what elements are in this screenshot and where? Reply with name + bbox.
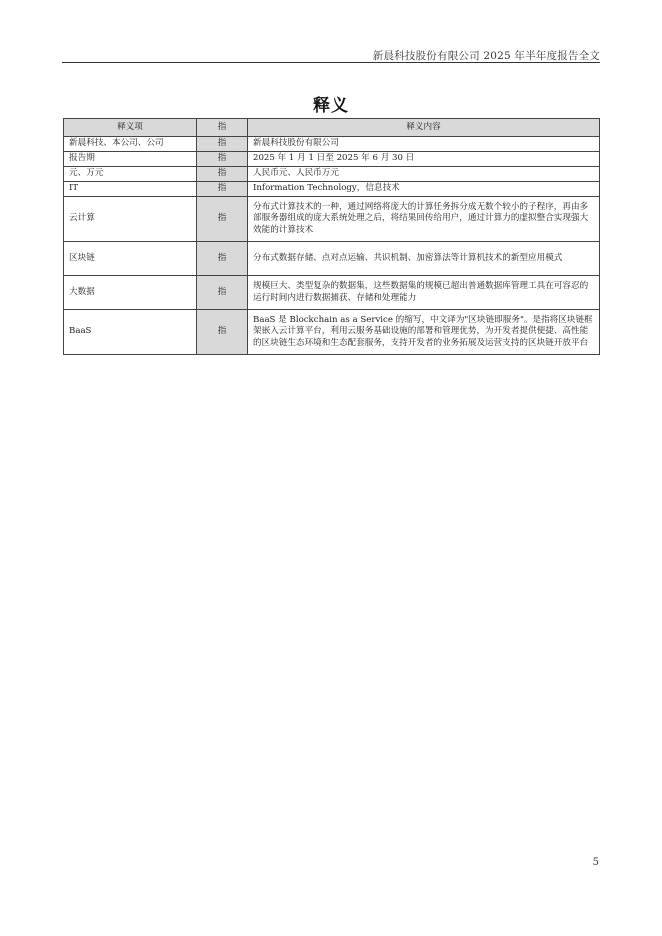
term-cell: 大数据 [64, 276, 197, 310]
term-cell: IT [64, 182, 197, 197]
column-header-ref: 指 [197, 119, 248, 137]
definitions-table [63, 118, 600, 355]
table-row [64, 197, 600, 242]
definition-cell: 分布式计算技术的一种，通过网络将庞大的计算任务拆分成无数个较小的子程序，再由多部服务器组成的庞大系统处理之后，将结果回传给用户，通过计算力的虚拟整合实现强大效能的计算技术 [248, 197, 600, 242]
page-title: 释义 [313, 96, 349, 116]
term-cell: 区块链 [64, 242, 197, 276]
term-cell: 元、万元 [64, 167, 197, 182]
definition-cell: Information Technology，信息技术 [248, 182, 600, 197]
ref-cell: 指 [197, 276, 248, 310]
table-row [64, 276, 600, 310]
definition-cell: BaaS 是 Blockchain as a Service 的缩写，中文译为"区块链即服务"。是指将区块链框架嵌入云计算平台，利用云服务基础设施的部署和管理优势，为开发者提供便捷、高性能的区块链生态环境和生态配套服务，支持开发者的业务拓展及运营支持的区块链开放平台 [248, 310, 600, 355]
ref-cell: 指 [197, 182, 248, 197]
ref-cell: 指 [197, 152, 248, 167]
definition-cell: 新晨科技股份有限公司 [248, 137, 600, 152]
page-header: 新晨科技股份有限公司 2025 年半年度报告全文 [372, 50, 600, 62]
table-row [64, 152, 600, 167]
ref-cell: 指 [197, 310, 248, 355]
ref-cell: 指 [197, 167, 248, 182]
page-number: 5 [592, 857, 599, 868]
ref-cell: 指 [197, 137, 248, 152]
term-cell: 新晨科技、本公司、公司 [64, 137, 197, 152]
term-cell: BaaS [64, 310, 197, 355]
definition-cell: 规模巨大、类型复杂的数据集，这些数据集的规模已超出普通数据库管理工具在可容忍的运行时间内进行数据捕获、存储和处理能力 [248, 276, 600, 310]
column-header-term: 释义项 [64, 119, 197, 137]
term-cell: 报告期 [64, 152, 197, 167]
table-row [64, 242, 600, 276]
table-header-row [64, 119, 600, 137]
header-divider [62, 62, 600, 63]
definition-cell: 2025 年 1 月 1 日至 2025 年 6 月 30 日 [248, 152, 600, 167]
column-header-definition: 释义内容 [248, 119, 600, 137]
table-row [64, 167, 600, 182]
definition-cell: 人民币元、人民币万元 [248, 167, 600, 182]
table-row [64, 137, 600, 152]
ref-cell: 指 [197, 197, 248, 242]
table-row [64, 310, 600, 355]
table-row [64, 182, 600, 197]
definition-cell: 分布式数据存储、点对点运输、共识机制、加密算法等计算机技术的新型应用模式 [248, 242, 600, 276]
ref-cell: 指 [197, 242, 248, 276]
term-cell: 云计算 [64, 197, 197, 242]
